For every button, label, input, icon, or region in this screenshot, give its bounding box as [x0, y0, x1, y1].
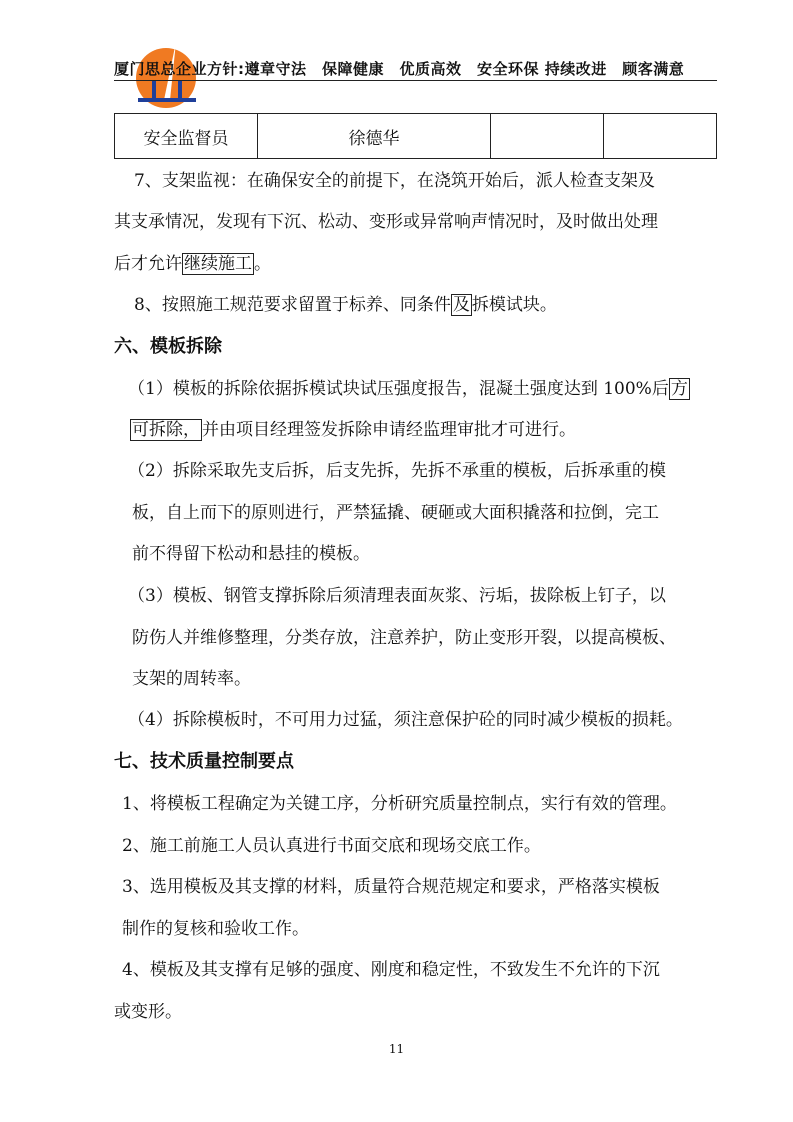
section7-heading: 七、技术质量控制要点 [114, 751, 294, 772]
company-policy-header: 厦门思总企业方针:遵章守法 保障健康 优质高效 安全环保 持续改进 顾客满意 [114, 60, 685, 78]
sec6-p3-line3: 支架的周转率。 [132, 669, 251, 689]
header-divider [114, 80, 717, 81]
boxed-text: 可拆除， [132, 420, 200, 440]
staff-table [114, 113, 717, 159]
item7-line3 [114, 243, 719, 285]
sec6-p2-line1: （2）拆除采取先支后拆，后支先拆，先拆不承重的模板，后拆承重的模 [128, 461, 666, 481]
sec6-p2-line3: 前不得留下松动和悬挂的模板。 [132, 544, 370, 564]
boxed-text: 及 [452, 295, 470, 315]
boxed-text: 继续施工 [184, 254, 252, 274]
sec6-p3-line1: （3）模板、钢管支撑拆除后须清理表面灰浆、污垢，拔除板上钉子，以 [128, 586, 666, 606]
text-span: 后才允许 [114, 254, 182, 274]
sec6-p1-line1 [128, 368, 733, 410]
sec6-p2-line2: 板，自上而下的原则进行，严禁猛撬、硬砸或大面积撬落和拉倒，完工 [132, 503, 659, 523]
sec7-item4-line2: 或变形。 [114, 1002, 182, 1022]
sec7-item1: 1、将模板工程确定为关键工序，分析研究质量控制点，实行有效的管理。 [122, 794, 677, 814]
sec7-item3-line2: 制作的复核和验收工作。 [122, 919, 309, 939]
boxed-text: 方 [670, 379, 688, 399]
sec7-item2: 2、施工前施工人员认真进行书面交底和现场交底工作。 [122, 836, 541, 856]
text-span: 。 [254, 254, 271, 274]
empty-cell [491, 114, 604, 159]
section6-heading: 六、模板拆除 [114, 336, 222, 357]
empty-cell [604, 114, 717, 159]
sec6-p3-line2: 防伤人并维修整理，分类存放，注意养护，防止变形开裂，以提高模板、 [132, 628, 676, 648]
item7-line1: 7、支架监视：在确保安全的前提下，在浇筑开始后，派人检查支架及 [134, 171, 655, 191]
text-span: （1）模板的拆除依据拆模试块试压强度报告，混凝土强度达到 100%后 [128, 379, 669, 399]
item8-line [134, 284, 739, 326]
sec6-p4-line1: （4）拆除模板时，不可用力过猛，须注意保护砼的同时减少模板的损耗。 [128, 710, 683, 730]
item7-line2: 其支承情况，发现有下沉、松动、变形或异常响声情况时，及时做出处理 [114, 212, 658, 232]
table-row [115, 114, 717, 159]
role-cell: 安全监督员 [115, 114, 258, 159]
text-span: 8、按照施工规范要求留置于标养、同条件 [134, 295, 451, 315]
text-span: 拆模试块。 [471, 295, 557, 315]
sec6-p1-line2 [130, 409, 735, 451]
name-cell: 徐德华 [258, 114, 491, 159]
sec7-item3-line1: 3、选用模板及其支撑的材料，质量符合规范规定和要求，严格落实模板 [122, 877, 660, 897]
sec7-item4-line1: 4、模板及其支撑有足够的强度、刚度和稳定性，不致发生不允许的下沉 [122, 960, 660, 980]
logo-base-icon [138, 98, 196, 102]
page-number: 11 [388, 1042, 405, 1056]
text-span: 并由项目经理签发拆除申请经监理审批才可进行。 [202, 420, 576, 440]
